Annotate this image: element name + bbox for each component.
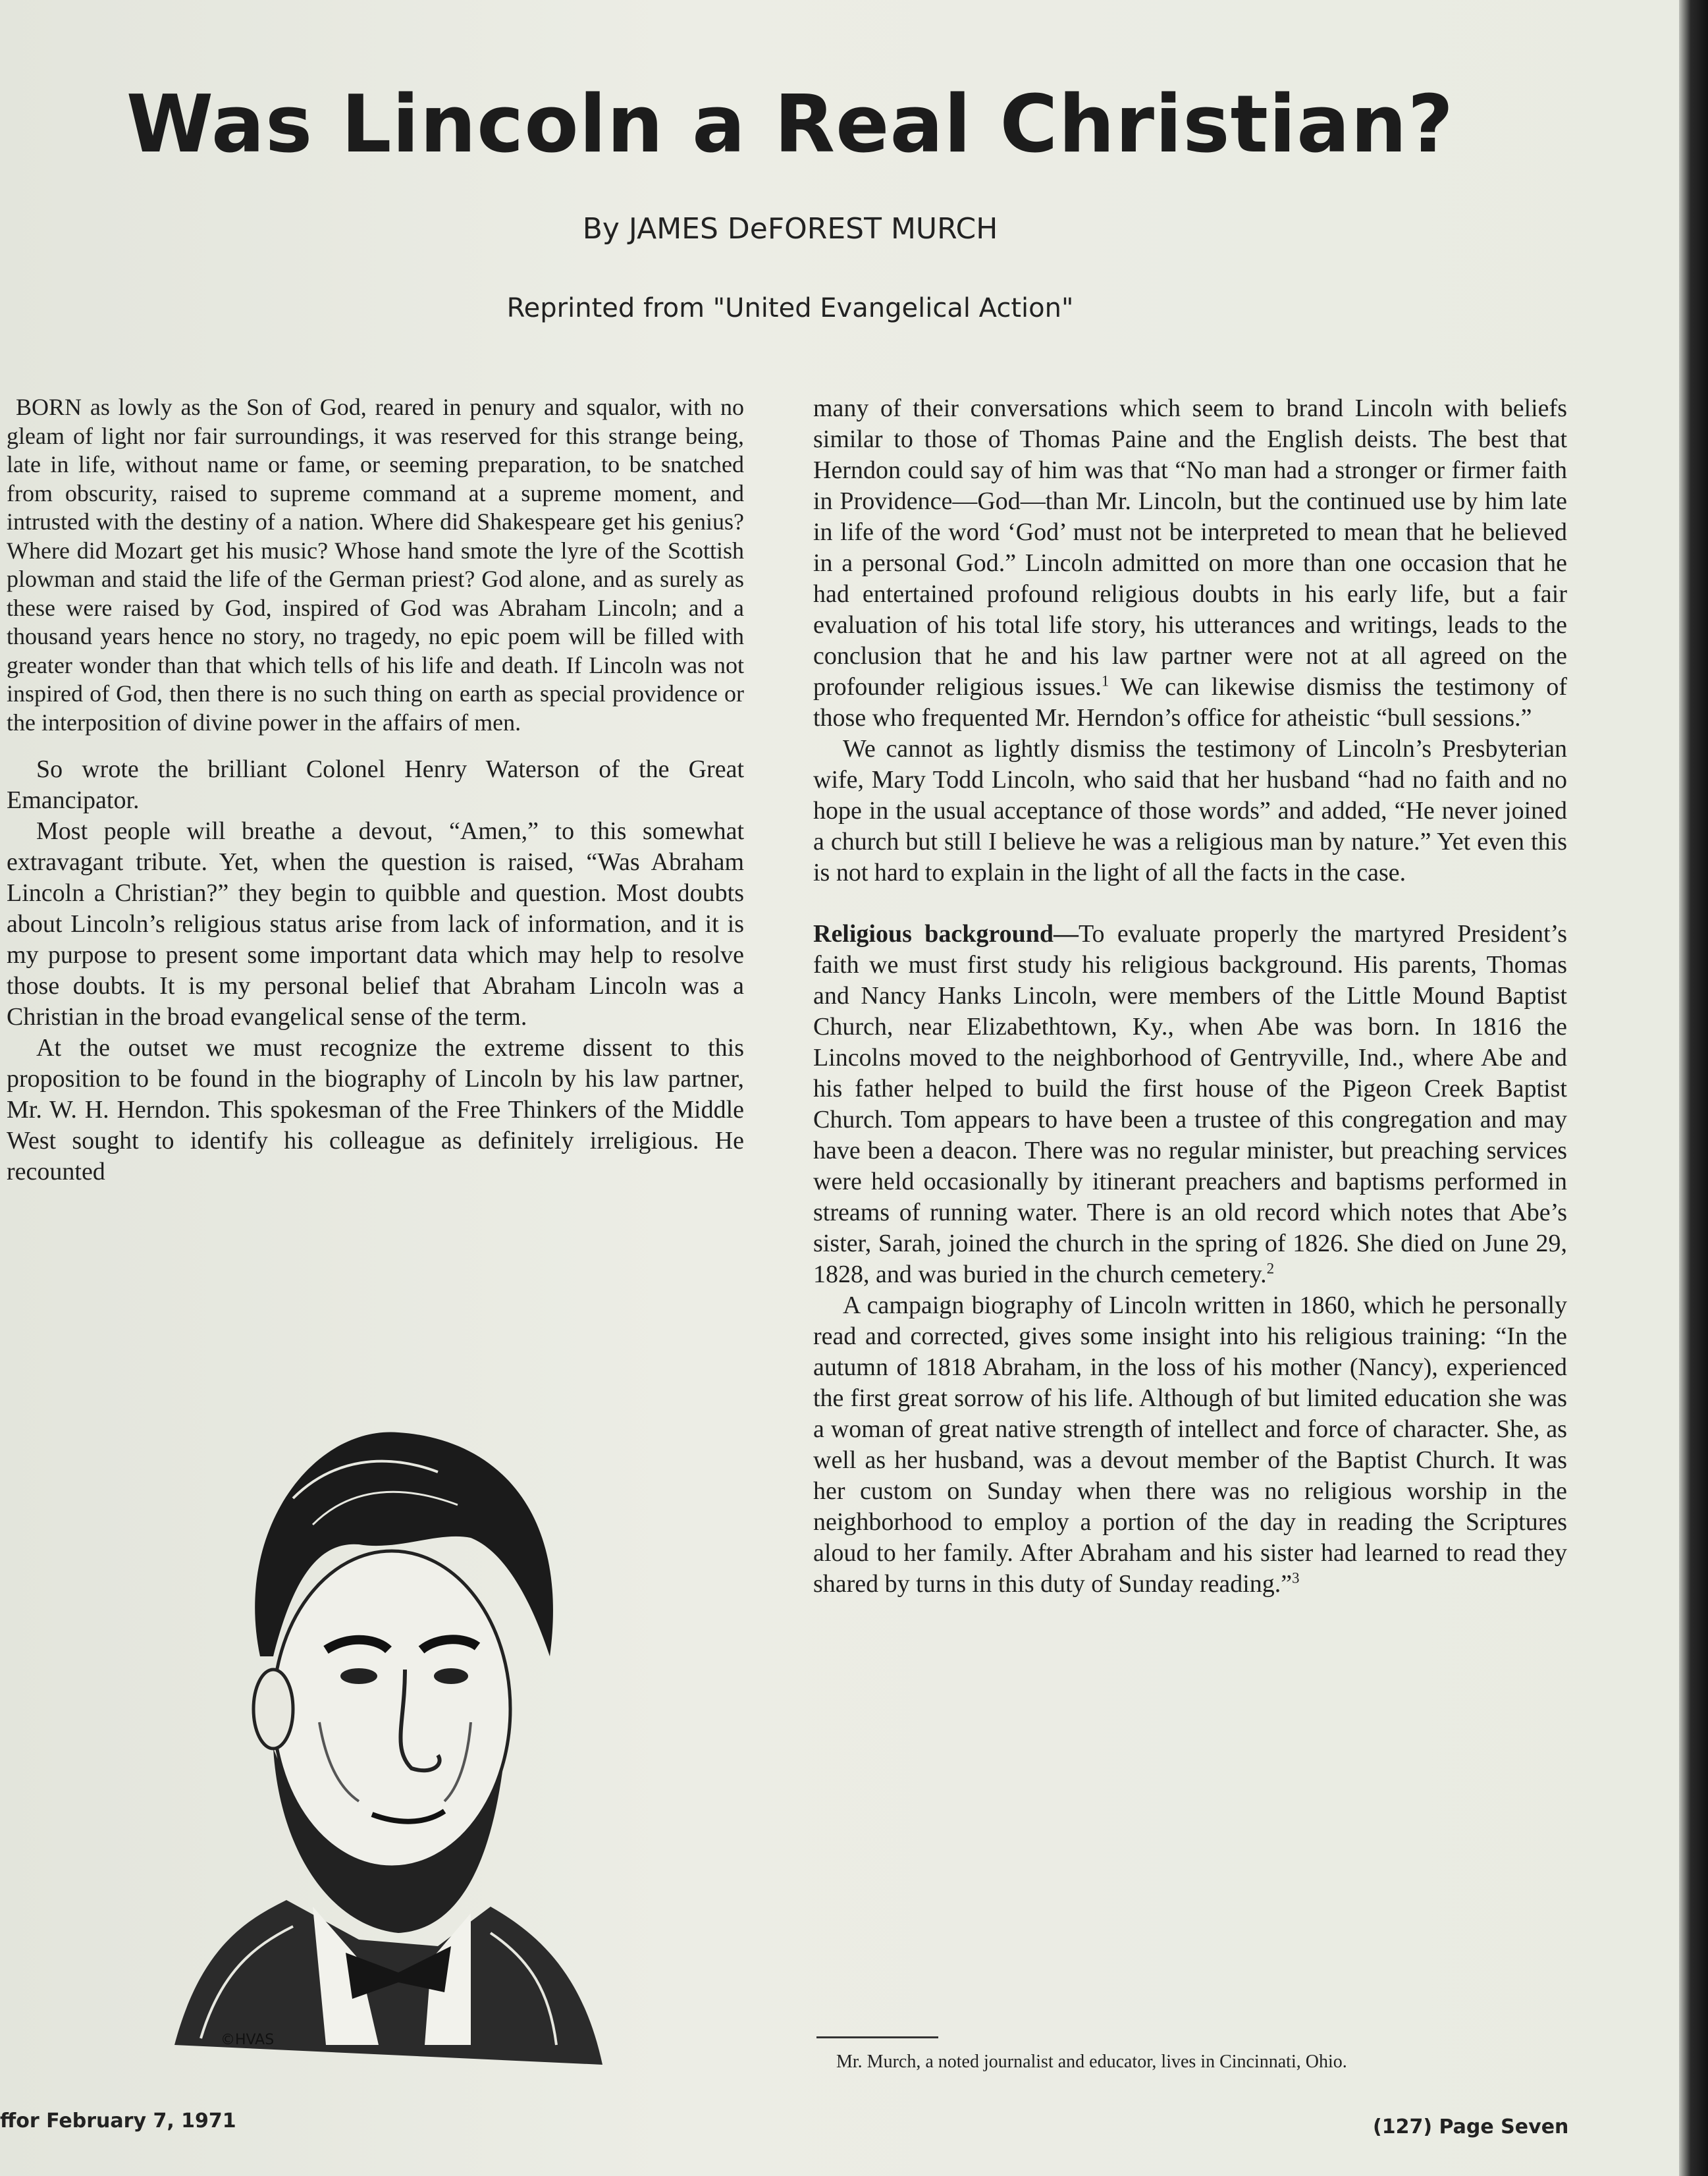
footnote-ref: 1 (1101, 672, 1109, 690)
footer-date: ffor February 7, 1971 (0, 2109, 236, 2133)
section-paragraph (813, 919, 1567, 1290)
footer-page-number: (127) Page Seven (1373, 2115, 1569, 2138)
article-title: Was Lincoln a Real Christian? (126, 79, 1454, 171)
lincoln-portrait-illustration (161, 1380, 609, 2071)
section-heading: Religious background— (813, 920, 1079, 948)
page-binding-edge (1679, 0, 1708, 2176)
body-paragraph: So wrote the brilliant Colonel Henry Waterson of the Great Emancipator. (7, 755, 744, 814)
body-paragraph (813, 1290, 1567, 1600)
footnote-ref: 3 (1292, 1569, 1300, 1587)
paragraph-text: A campaign biography of Lincoln written in 1860, which he personally read and corrected, gives some insight into his religious training: “In the autumn of 1818 Abraham, in the loss of his mother (Nancy), experienced the first great sorrow of his life. Although of but limited education she was a woman of great native strength of intellect and force of character. She, as well as her husband, was a devout member of the Baptist Church. It was her custom on Sunday when there was no religious worship in the neighborhood to employ a portion of the day in reading the Scriptures aloud to her family. After Abraham and his sister had learned to read they shared by turns in this duty of Sunday reading.” (813, 1292, 1567, 1598)
paragraph-text: We can likewise dismiss the testimony of those who frequented Mr. Herndon’s office for atheistic “bull sessions.” (813, 673, 1567, 732)
paragraph-text: To evaluate properly the martyred President’s faith we must first study his religious background. His parents, Thomas and Nancy Hanks Lincoln, were members of the Little Mound Baptist Church, near Elizabethtown, Ky., when Abe was born. In 1816 the Lincolns moved to the neighborhood of Gentryville, Ind., where Abe and his father helped to build the first house of the Pigeon Creek Baptist Church. Tom appears to have been a trustee of this congregation and may have been a deacon. There was no regular minister, but preaching services were held occasionally by itinerant preachers and baptisms performed in streams of running water. There is an old record which notes that Abe’s sister, Sarah, joined the church in the spring of 1826. She died on June 29, 1828, and was buried in the church cemetery. (813, 920, 1567, 1288)
left-column (7, 393, 744, 1187)
body-paragraph: We cannot as lightly dismiss the testimony of Lincoln’s Presbyterian wife, Mary Todd Lincoln, who said that her husband “had no faith and no hope in the usual acceptance of those words” and added, “He never joined a church but still I believe he was a religious man by nature.” Yet even this is not hard to explain in the light of all the facts in the case. (813, 735, 1567, 886)
footnote-rule (816, 2036, 938, 2038)
footnote-ref: 2 (1266, 1260, 1275, 1277)
right-column (813, 393, 1567, 1600)
byline: By JAMES DeFOREST MURCH (582, 212, 998, 246)
reprint-source: Reprinted from "United Evangelical Action" (506, 293, 1074, 323)
illustration-credit: ©HVAS (221, 2032, 275, 2048)
section-gap (813, 888, 1567, 919)
body-paragraph (813, 393, 1567, 734)
body-paragraph: At the outset we must recognize the extreme dissent to this proposition to be found in the biography of Lincoln by his law partner, Mr. W. H. Herndon. This spokesman of the Free Thinkers of the Middle West sought to identify his colleague as definitely irreligious. He recounted (7, 1034, 744, 1185)
portrait-drawing (161, 1380, 609, 2071)
paragraph-text: many of their conversations which seem to brand Lincoln with beliefs similar to those of Thomas Paine and the English deists. The best that Herndon could say of him was that “No man had a stronger or firmer faith in Providence—God—than Mr. Lincoln, but the continued use by him late in life of the word ‘God’ must not be interpreted to mean that he believed in a personal God.” Lincoln admitted on more than one occasion that he had entertained profound religious doubts in his early life, but a fair evaluation of his total life story, his utterances and writings, leads to the conclusion that he and his law partner were not at all agreed on the profounder religious issues. (813, 394, 1567, 701)
author-note: Mr. Murch, a noted journalist and educator, lives in Cincinnati, Ohio. (836, 2052, 1347, 2072)
body-paragraph: Most people will breathe a devout, “Amen,” to this somewhat extravagant tribute. Yet, when the question is raised, “Was Abraham Lincoln a Christian?” they begin to quibble and question. Most doubts about Lincoln’s religious status arise from lack of information, and it is my purpose to present some important data which may help to resolve those doubts. It is my personal belief that Abraham Lincoln was a Christian in the broad evangelical sense of the term. (7, 817, 744, 1031)
lead-quote-paragraph: BORN as lowly as the Son of God, reared in penury and squalor, with no gleam of light nor fair surroundings, it was reserved for this strange being, late in life, without name or fame, or seeming preparation, to be snatched from obscurity, raised to supreme command at a supreme moment, and intrusted with the destiny of a nation. Where did Shakespeare get his genius? Where did Mozart get his music? Whose hand smote the lyre of the Scottish plowman and staid the life of the German priest? God alone, and as surely as these were raised by God, inspired of God was Abraham Lincoln; and a thousand years hence no story, no tragedy, no epic poem will be filled with greater wonder than that which tells of his life and death. If Lincoln was not inspired of God, then there is no such thing on earth as special providence or the interposition of divine power in the affairs of men. (7, 394, 744, 736)
